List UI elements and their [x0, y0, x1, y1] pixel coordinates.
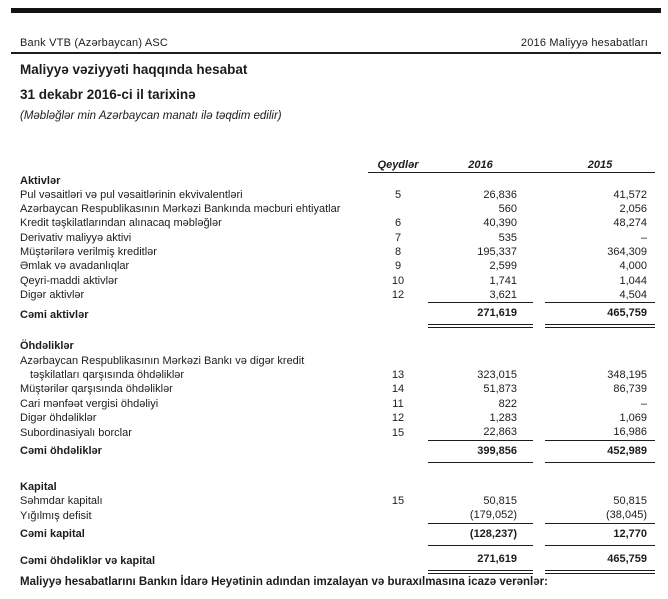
- row-label: Müştərilərə verilmiş kreditlər: [20, 245, 157, 258]
- note-cell: 9: [394, 260, 402, 273]
- table-row: [20, 425, 655, 440]
- section-label: Öhdəliklər: [20, 340, 74, 353]
- value-2016: 1,283: [489, 411, 517, 424]
- section-header-row: [20, 338, 655, 353]
- value-2016: 560: [498, 203, 517, 216]
- value-2015: 41,572: [613, 188, 647, 201]
- row-label: Digər aktivlər: [20, 289, 85, 302]
- table-row: [20, 274, 655, 288]
- column-header-row: [20, 151, 655, 173]
- note-cell: 15: [391, 426, 405, 439]
- value-2016: 26,836: [483, 188, 517, 201]
- value-2016: 535: [498, 231, 517, 244]
- note-cell: [368, 508, 428, 523]
- value-2016: 2,599: [489, 260, 517, 273]
- total-label: Cəmi öhdəliklər: [20, 445, 102, 458]
- total-row: [20, 440, 655, 462]
- total-label: Cəmi kapital: [20, 528, 85, 541]
- section-header-row: [20, 173, 655, 188]
- note-cell: 11: [392, 397, 404, 410]
- value-2016: 50,815: [483, 495, 517, 508]
- spacer-row: [20, 326, 655, 338]
- table-row: [20, 188, 655, 202]
- note-cell: 10: [391, 274, 405, 287]
- year-2015-column-header: 2015: [545, 151, 655, 173]
- signatories-note: Maliyyə hesabatlarını Bankın İdarə Heyətinin adından imzalayan və buraxılmasına icazə verənlər:: [20, 576, 548, 588]
- value-2015: 364,309: [607, 245, 647, 258]
- row-label: Derivativ maliyyə aktivi: [20, 231, 132, 244]
- table-row: [20, 288, 655, 303]
- grand-total-row: [20, 546, 655, 573]
- year-2016-column-header: 2016: [428, 151, 533, 173]
- total-row: [20, 523, 655, 545]
- table-row: [20, 494, 655, 508]
- table-row: [20, 245, 655, 259]
- value-2015: 4,000: [619, 260, 647, 273]
- section-label: Kapital: [20, 480, 57, 493]
- bank-name: Bank VTB (Azərbaycan) ASC: [20, 37, 169, 49]
- row-label-line1: Azərbaycan Respublikasının Mərkəzi Bankı və digər kredit: [20, 354, 305, 367]
- row-label: Kredit təşkilatlarından alınacaq məbləğlər: [20, 217, 222, 230]
- value-2015: 48,274: [613, 217, 647, 230]
- column-gap: [533, 151, 545, 173]
- table-row: [20, 411, 655, 425]
- table-row: [20, 397, 655, 411]
- value-2015: 1,069: [619, 411, 647, 424]
- value-2015: –: [640, 397, 647, 410]
- measurement-note: (Məbləğlər min Azərbaycan manatı ilə təqdim edilir): [20, 110, 282, 122]
- note-cell: 12: [391, 411, 405, 424]
- value-2015: 50,815: [613, 495, 647, 508]
- section-label: Aktivlər: [20, 174, 61, 187]
- row-label: Səhmdar kapitalı: [20, 495, 103, 508]
- value-2015: 86,739: [613, 383, 647, 396]
- note-cell: 12: [391, 289, 405, 302]
- note-cell: 8: [394, 245, 402, 258]
- value-2015: 452,989: [545, 440, 655, 462]
- note-cell: 7: [394, 231, 402, 244]
- label-column-header: [20, 151, 368, 173]
- value-2015: (38,045): [545, 508, 655, 523]
- row-label: Cari mənfəət vergisi öhdəliyi: [20, 397, 159, 410]
- spacer-row: [20, 462, 655, 479]
- statement-date: 31 dekabr 2016-ci il tarixinə: [20, 87, 196, 102]
- value-2016: 51,873: [483, 383, 517, 396]
- table-row: [20, 259, 655, 273]
- value-2016: (179,052): [428, 508, 533, 523]
- table-row: [20, 382, 655, 396]
- total-label: Cəmi öhdəliklər və kapital: [20, 555, 156, 568]
- value-2016: 323,015: [477, 369, 517, 382]
- value-2015: 465,759: [545, 546, 655, 573]
- table-row: [20, 508, 655, 523]
- table-row: [20, 202, 655, 216]
- row-label: Qeyri-maddi aktivlər: [20, 274, 118, 287]
- value-2016: 399,856: [428, 440, 533, 462]
- value-2015: 16,986: [545, 425, 655, 440]
- total-label: Cəmi aktivlər: [20, 309, 89, 322]
- table-row: [20, 216, 655, 230]
- value-2016: 1,741: [489, 274, 517, 287]
- note-cell: 6: [394, 217, 402, 230]
- row-label: Müştərilər qarşısında öhdəliklər: [20, 383, 173, 396]
- section-header-row: [20, 479, 655, 494]
- value-2015: 2,056: [619, 203, 647, 216]
- value-2016: 271,619: [428, 303, 533, 327]
- report-year-label: 2016 Maliyyə hesabatları: [520, 37, 648, 49]
- row-label: Digər öhdəliklər: [20, 411, 97, 424]
- table-row: [20, 231, 655, 245]
- note-cell: [368, 202, 428, 216]
- header-divider: [11, 52, 661, 54]
- notes-column-header: Qeydlər: [368, 151, 428, 173]
- value-2016: (128,237): [428, 523, 533, 545]
- value-2016: 22,863: [428, 425, 533, 440]
- row-label: Pul vəsaitləri və pul vəsaitlərinin ekvivalentləri: [20, 188, 243, 201]
- value-2015: 465,759: [545, 303, 655, 327]
- balance-sheet-table: [20, 151, 655, 574]
- value-2016: 40,390: [483, 217, 517, 230]
- table-row: [20, 354, 655, 383]
- row-label: [20, 354, 368, 383]
- row-label: Əmlak və avadanlıqlar: [20, 260, 130, 273]
- note-cell: 5: [394, 188, 402, 201]
- value-2016: 3,621: [428, 288, 533, 303]
- value-2016: 822: [498, 397, 517, 410]
- page-top-rule: [11, 8, 661, 13]
- note-cell: 15: [391, 495, 405, 508]
- note-cell: 13: [391, 369, 405, 382]
- note-cell: 14: [391, 383, 405, 396]
- value-2015: –: [640, 231, 647, 244]
- row-label-line2: təşkilatları qarşısında öhdəliklər: [30, 369, 185, 382]
- value-2016: 271,619: [428, 546, 533, 573]
- value-2015: 1,044: [619, 274, 647, 287]
- value-2015: 12,770: [545, 523, 655, 545]
- value-2015: 4,504: [545, 288, 655, 303]
- statement-title: Maliyyə vəziyyəti haqqında hesabat: [20, 62, 248, 77]
- row-label: Yığılmış defisit: [20, 509, 92, 522]
- total-row: [20, 303, 655, 327]
- row-label: Subordinasiyalı borclar: [20, 426, 132, 439]
- value-2016: 195,337: [477, 245, 517, 258]
- value-2015: 348,195: [607, 369, 647, 382]
- row-label: Azərbaycan Respublikasının Mərkəzi Bankında məcburi ehtiyatlar: [20, 203, 341, 216]
- document-header: [20, 37, 648, 49]
